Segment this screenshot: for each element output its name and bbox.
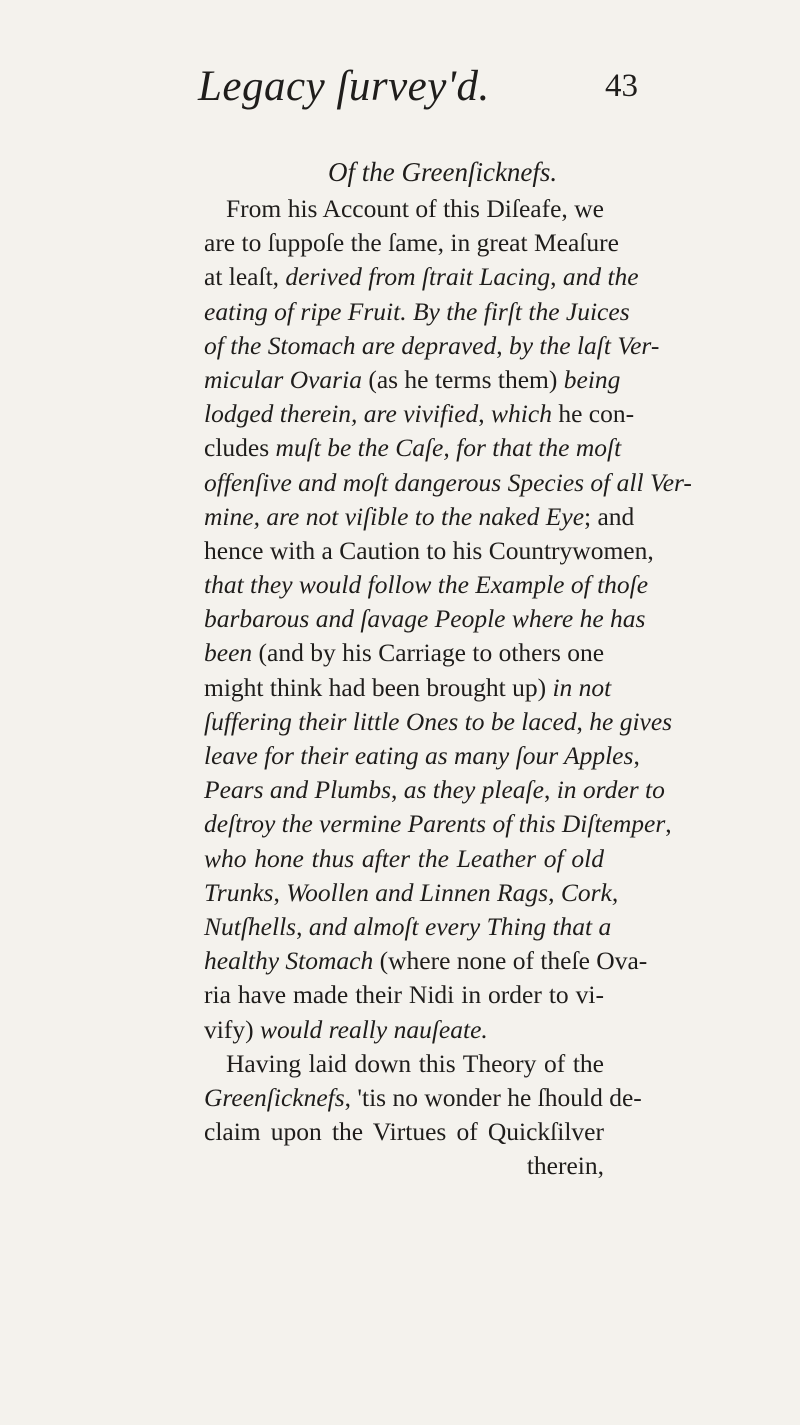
italic-run: healthy Stomach: [204, 946, 374, 976]
text-line: [204, 363, 621, 397]
roman-run: ,: [548, 877, 561, 907]
text-line: [204, 671, 612, 705]
italic-run: by the laſt Ver-: [508, 330, 660, 360]
roman-run: (and by his Carriage to others one: [252, 638, 605, 668]
italic-run: muſt be the Caſe, for that the moſt: [275, 433, 622, 463]
text-line: [204, 329, 660, 363]
roman-run: ,: [391, 775, 404, 805]
text-line: [204, 876, 619, 910]
section-title: Of the Greenſicknefs.: [328, 157, 558, 187]
roman-run: ,: [550, 262, 563, 292]
italic-run: in not: [552, 672, 612, 702]
roman-run: Having laid down this Theory of the: [226, 1048, 604, 1078]
roman-run: at leaſt,: [204, 262, 286, 292]
text-line: [204, 1149, 604, 1183]
text-line: [204, 192, 604, 226]
italic-run: Nutſhells: [204, 911, 297, 941]
page-number: 43: [605, 68, 638, 104]
text-line: [204, 466, 692, 500]
text-line: [204, 1013, 604, 1047]
roman-run: hence with a Caution to his Countrywomen,: [204, 535, 654, 565]
italic-run: derived from ſtrait Lacing: [285, 262, 551, 292]
text-line: [204, 842, 604, 876]
roman-run: From his Account of this Diſeafe, we: [226, 194, 604, 223]
roman-run: vify): [204, 1014, 260, 1044]
italic-run: and the: [562, 262, 639, 292]
text-line: [204, 226, 619, 260]
italic-run: Cork,: [560, 877, 619, 907]
italic-run: of the Stomach are depraved: [204, 330, 497, 360]
italic-run: mine, are not viſible to the naked Eye: [204, 501, 585, 531]
italic-run: offenſive and moſt dangerous Species of all Ver-: [204, 467, 692, 497]
roman-run: ,: [543, 775, 557, 805]
text-line: [204, 260, 639, 294]
text-line: [204, 1115, 604, 1149]
roman-run: ,: [665, 809, 672, 839]
roman-run: cludes: [204, 433, 276, 463]
text-line: [204, 1047, 604, 1081]
roman-run: claim upon the Virtues of Quickſilver: [204, 1117, 604, 1147]
roman-run: (where none of theſe Ova-: [373, 946, 648, 976]
italic-run: Greenſicknefs: [204, 1082, 345, 1112]
text-line: [204, 1081, 642, 1115]
italic-run: ſuffering their little Ones to be laced: [204, 706, 577, 736]
italic-run: lodged therein, are vivified: [204, 399, 479, 429]
text-line: [204, 773, 665, 807]
text-line: [204, 739, 640, 773]
text-line: [204, 705, 673, 739]
text-line: [204, 500, 635, 534]
text-line: [204, 944, 648, 978]
italic-run: would really nauſeate.: [259, 1014, 488, 1044]
roman-run: ria have made their Nidi in order to vi-: [204, 980, 604, 1010]
italic-run: barbarous and ſavage People where he has: [204, 604, 646, 634]
italic-run: who hone thus after the Leather of old: [204, 843, 604, 873]
roman-run: ,: [576, 706, 590, 736]
italic-run: deſtroy the vermine Parents of this Diſtemper: [204, 809, 666, 839]
italic-run: which: [491, 399, 552, 429]
text-line: [204, 807, 672, 841]
roman-run: ; and: [584, 501, 635, 531]
italic-run: he gives: [589, 706, 673, 736]
body-text: [204, 192, 692, 1183]
italic-run: that they would follow the Example of thoſe: [204, 570, 649, 600]
text-line: [204, 636, 604, 670]
roman-run: he con-: [551, 399, 635, 429]
roman-run: therein,: [526, 1151, 604, 1181]
text-line: [204, 295, 630, 329]
text-line: [204, 910, 612, 944]
roman-run: ,: [296, 911, 309, 941]
text-line: [204, 568, 649, 602]
italic-run: Trunks: [204, 877, 274, 907]
roman-run: might think had been brought up): [204, 672, 553, 702]
roman-run: ,: [478, 399, 492, 429]
italic-run: eating of ripe Fruit. By the firſt the Juices: [204, 296, 630, 326]
running-head: [198, 62, 638, 112]
roman-run: , 'tis no wonder he ſhould de-: [344, 1082, 642, 1112]
italic-run: Woollen and Linnen Rags: [286, 877, 549, 907]
italic-run: micular Ovaria: [204, 364, 362, 394]
roman-run: are to ſuppoſe the ſame, in great Meaſure: [204, 228, 619, 258]
roman-run: (as he terms them): [361, 364, 564, 394]
text-line: [204, 602, 646, 636]
italic-run: being: [563, 364, 621, 394]
italic-run: as they pleaſe: [403, 775, 544, 805]
text-line: [204, 534, 654, 568]
roman-run: ,: [633, 741, 640, 770]
text-line: [204, 397, 635, 431]
italic-run: and almoſt every Thing that a: [308, 911, 612, 941]
roman-run: ,: [273, 877, 287, 907]
running-title: Legacy ſurvey'd.: [198, 63, 490, 110]
roman-run: ,: [496, 330, 509, 360]
text-line: [204, 431, 622, 465]
italic-run: been: [204, 638, 253, 668]
italic-run: leave for their eating as many ſour Apples: [204, 741, 634, 770]
italic-run: in order to: [556, 775, 665, 805]
text-line: [204, 978, 604, 1012]
italic-run: Pears and Plumbs: [204, 775, 391, 805]
